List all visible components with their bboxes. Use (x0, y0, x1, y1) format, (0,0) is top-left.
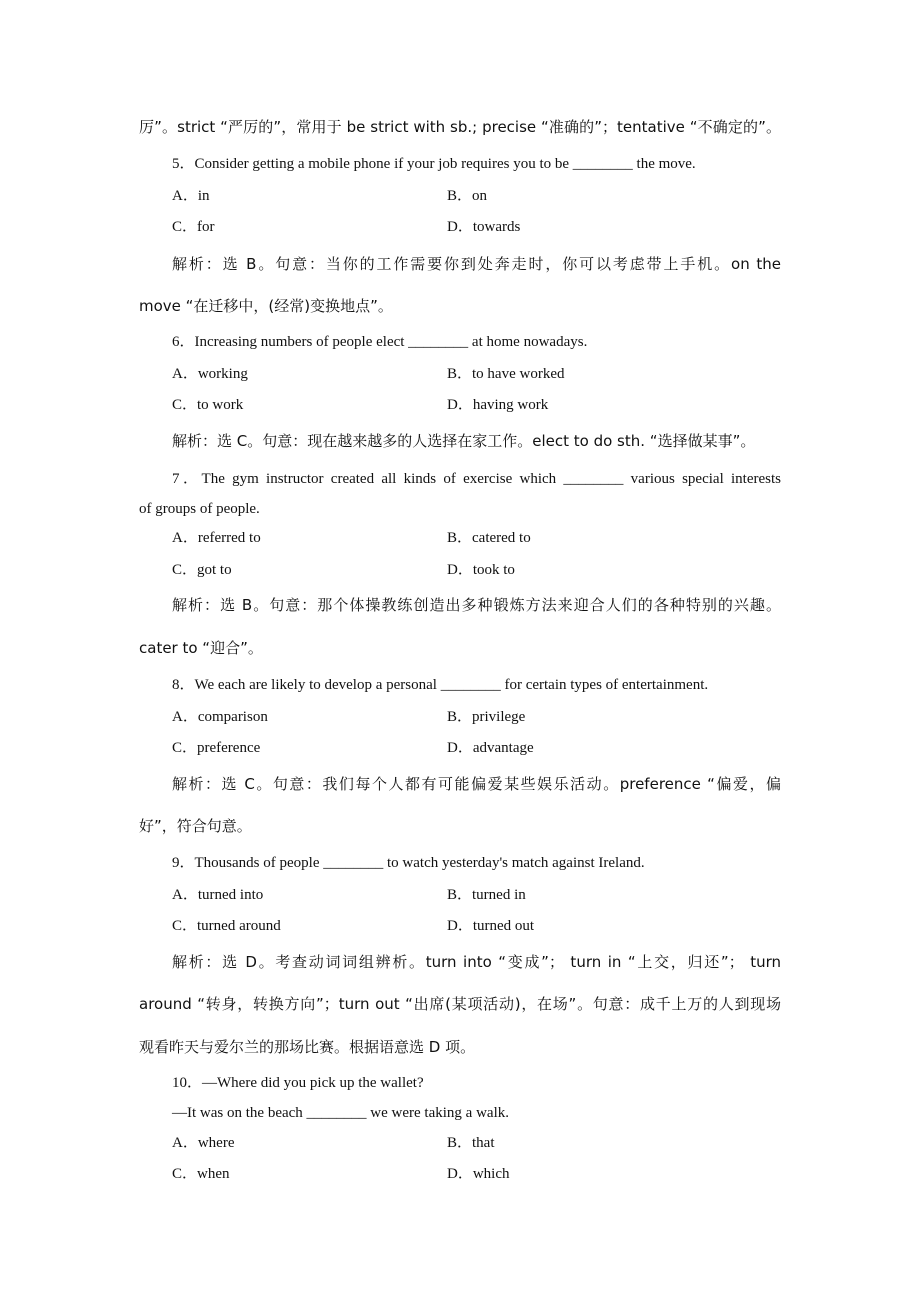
option-b: B．to have worked (447, 366, 565, 382)
question-number: 9． (172, 855, 195, 871)
option-d: D．which (447, 1166, 510, 1182)
question-number: 6． (172, 334, 195, 350)
analysis-text: 解析：选 C。句意：我们每个人都有可能偏爱某些娱乐活动。preference “偏爱，偏 (172, 775, 781, 793)
question-number: 5． (172, 156, 195, 172)
option-b: B．catered to (447, 530, 531, 546)
option-d: D．took to (447, 562, 515, 578)
analysis-text-continued: 观看昨天与爱尔兰的那场比赛。根据语意选 D 项。 (139, 1038, 476, 1056)
question-stem (172, 332, 587, 352)
question-text: Thousands of people ________ to watch yesterday's match against Ireland. (194, 855, 645, 871)
option-b: B．privilege (447, 709, 526, 725)
option-a: A．referred to (172, 530, 261, 546)
analysis-text: 解析：选 B。句意：那个体操教练创造出多种锻炼方法来迎合人们的各种特别的兴趣。 (172, 596, 781, 614)
question-stem (172, 853, 645, 873)
option-c: C．turned around (172, 918, 281, 934)
question-text-continued: of groups of people. (139, 501, 260, 517)
option-a: A．comparison (172, 709, 268, 725)
previous-analysis-continuation: 厉”。strict “严厉的”，常用于 be strict with sb.; precise “准确的”；tentative “不确定的”。 (139, 118, 781, 136)
option-b: B．that (447, 1135, 495, 1151)
option-a: A．in (172, 188, 210, 204)
option-d: D．turned out (447, 918, 535, 934)
option-a: A．working (172, 366, 248, 382)
question-stem (172, 154, 696, 174)
option-d: D．towards (447, 219, 521, 235)
question-stem (172, 675, 708, 695)
question-stem (172, 469, 781, 489)
analysis-text: 解析：选 C。句意：现在越来越多的人选择在家工作。elect to do sth. “选择做某事”。 (172, 432, 756, 450)
question-stem (172, 1073, 424, 1093)
option-a: A．where (172, 1135, 235, 1151)
option-d: D．advantage (447, 740, 534, 756)
analysis-text-continued: around “转身，转换方向”；turn out “出席(某项活动)，在场”。句意：成千上万的人到现场 (139, 995, 781, 1013)
option-c: C．when (172, 1166, 230, 1182)
option-a: A．turned into (172, 887, 264, 903)
question-text-continued: —It was on the beach ________ we were taking a walk. (172, 1105, 509, 1121)
question-text: Increasing numbers of people elect ________ at home nowadays. (194, 334, 588, 350)
question-number: 8． (172, 677, 195, 693)
question-text: We each are likely to develop a personal ________ for certain types of entertainment. (194, 677, 709, 693)
option-b: B．on (447, 188, 488, 204)
option-c: C．for (172, 219, 215, 235)
question-text: —Where did you pick up the wallet? (202, 1075, 424, 1091)
analysis-text: 解析：选 B。句意：当你的工作需要你到处奔走时，你可以考虑带上手机。on the (172, 255, 781, 273)
question-number: 7． (172, 471, 202, 487)
question-text: The gym instructor created all kinds of exercise which ________ various special interests (201, 471, 781, 487)
analysis-text-continued: move “在迁移中，(经常)变换地点”。 (139, 297, 393, 315)
option-b: B．turned in (447, 887, 526, 903)
option-c: C．got to (172, 562, 232, 578)
option-c: C．to work (172, 397, 244, 413)
option-d: D．having work (447, 397, 549, 413)
question-text: Consider getting a mobile phone if your job requires you to be ________ the move. (194, 156, 696, 172)
analysis-text: 解析：选 D。考查动词词组辨析。turn into “变成”； turn in “上交，归还”； turn (172, 953, 781, 971)
question-number: 10． (172, 1075, 203, 1091)
analysis-text-continued: cater to “迎合”。 (139, 639, 263, 657)
option-c: C．preference (172, 740, 261, 756)
analysis-text-continued: 好”，符合句意。 (139, 817, 252, 835)
